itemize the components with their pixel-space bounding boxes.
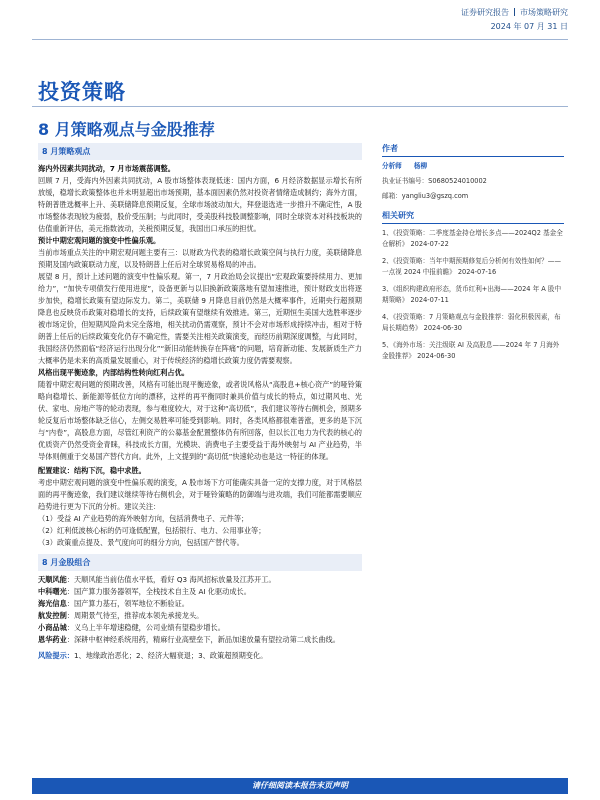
recommendation-3: （3）政策重点提及、景气度向可的细分方向，包括国产替代等。 xyxy=(38,538,244,547)
analyst-line xyxy=(382,161,564,172)
analyst-email: 邮箱：yangliu3@gszq.com xyxy=(382,192,469,200)
stock-name: 中科曙光 xyxy=(38,587,67,596)
report-date: 2024 年 07 月 31 日 xyxy=(490,22,568,31)
stock-list xyxy=(38,574,362,646)
stock-item: 恩华药业：深耕中枢神经系统用药，精麻行业高壁垒下，新品加速放量有望拉动第二成长曲线。 xyxy=(38,635,340,644)
related-item[interactable] xyxy=(382,312,564,334)
report-type: 证券研究报告 xyxy=(461,8,509,17)
section-heading-strategy: 8 月策略观点 xyxy=(38,143,362,160)
section-heading-stocks: 8 月金股组合 xyxy=(38,554,362,571)
sidebar xyxy=(382,143,564,368)
risk-text: 1、地缘政治恶化；2、经济大幅衰退；3、政策超预期变化。 xyxy=(73,651,268,660)
stock-item: 海光信息：国产算力基石，领军地位不断验证。 xyxy=(38,599,189,608)
stock-desc: 周期景气待至，推荐成本领先承接龙头。 xyxy=(73,611,204,620)
related-title: 4、《投资策略：7 月策略观点与金股推荐：弱化积极因素，布局长期趋势》 xyxy=(382,313,561,332)
stock-item: 航发控制：周期景气待至，推荐成本领先承接龙头。 xyxy=(38,611,204,620)
related-item[interactable] xyxy=(382,340,564,362)
header-rule xyxy=(32,39,568,40)
stock-desc: 天顺风能当前估值水平低，看好 Q3 海风招标放量及江苏开工。 xyxy=(73,575,276,584)
stock-item: 中科曙光：国产算力服务器领军，全栈技术自主及 AI 化驱动成长。 xyxy=(38,587,251,596)
related-title: 1、《投资策略：二季度基金持仓增长多点——2024Q2 基金全仓解析》 xyxy=(382,229,563,248)
stock-desc: 深耕中枢神经系统用药，精麻行业高壁垒下，新品加速放量有望拉动第二成长曲线。 xyxy=(73,635,340,644)
related-title: 3、《组织构建政府形态，货币红利+出海——2024 年 A 股中期策略》 xyxy=(382,285,562,304)
brand-title: 投资策略 xyxy=(38,80,126,104)
related-date: 2024-06-30 xyxy=(423,324,462,332)
brand-rule xyxy=(32,106,568,107)
paragraph-outlook: 展望 8 月，预计上述问题的演变中性偏乐观。第一，7 月政治局会议提出“宏观政策要持续用力、更加给力”，“加快专项债发行使用进度”，设备更新与以旧换新政策落地有望加速推进，预计财政支出将逐步加快，稳增长政策有望边际发力。第二，美联储 9 月降息目前仍然是大概率事件，近期央行超预期降息也反映货币政策对稳增长的支持，后续政策有望继续有效推进。第三，近期恒生美国大选胜率逐步被市场定价，但短期风险尚未完全落地，相关扰动仍需观察，预计不会对市场形成持续冲击，相对于特朗普上任后的后续政策变化仍存不确定性，需要关注相关政策演变，而经历前期深度调整，与此同时，我国经济仍然面临“经济运行出现分化”“新旧动能转换存在阵痛”的问题，培育新动能、发展新质生产力大概率仍是未来的高质量发展重心，对于传统经济的稳增长政策力度仍需要观察。 xyxy=(38,272,362,365)
report-section: 市场策略研究 xyxy=(520,8,568,17)
stock-name: 海光信息 xyxy=(38,599,67,608)
header-divider xyxy=(514,8,515,16)
stock-name: 航发控制 xyxy=(38,611,67,620)
related-item[interactable] xyxy=(382,228,564,250)
related-heading: 相关研究 xyxy=(382,210,564,224)
stock-item: 天顺风能：天顺风能当前估值水平低，看好 Q3 海风招标放量及江苏开工。 xyxy=(38,575,276,584)
license-number: 执业证书编号：S0680524010002 xyxy=(382,177,487,185)
related-item[interactable] xyxy=(382,284,564,306)
related-date: 2024-07-16 xyxy=(457,268,497,276)
risk-label: 风险提示： xyxy=(38,651,74,660)
footer-disclaimer: 请仔细阅读本报告末页声明 xyxy=(252,781,348,790)
paragraph-review: 回顾 7 月，受海内外因素共同扰动，A 股市场整体表现低迷：国内方面，6 月经济数据显示增长有所放缓，稳增长政策整体也并未明显超出市场预期，基本面因素仍然对投资者情绪造成制约；海外方面，特朗普胜选概率上升、美联储降息预期反复，全球市场波动加大，拜登退选进一步推升不确定性，A 股市场整体表现较为疲弱，股价受压制；与此同时，受美股科技股调整影响，同时全球资本对科技板块的估值重新评估，美元指数波动，关税预期反复，我国出口承压的担忧。 xyxy=(38,176,362,233)
paragraph-allocation: 考虑中期宏观问题的演变中性偏乐观的演变，A 股市场下方可能确实具备一定的支撑力度，对于风格层面的再平衡迹象，我们建议继续等待右侧机会，对于哑铃策略的防御端与进攻端，我们可能都需要顺应趋势进行更为下沉的分析。建议关注： xyxy=(38,478,362,511)
related-title: 5、《海外市场：关注级联 AI 及高股息——2024 年 7 月海外金股推荐》 xyxy=(382,341,560,360)
page-title: 8 月策略观点与金股推荐 xyxy=(38,120,215,139)
paragraph-style: 随着中期宏观问题的预期改善，风格有可能出现平衡迹象，或者说风格从“高股息+核心资产”的哑铃策略向稳增长、新能源等低位方向的漂移，这样的再平衡同时兼具价值与成长的特点，如过期风电、光伏、家电、房地产等的轮动表现，参与难度较大，对于这种“高切低”，我们建议等待右侧机会，预期多轮反复后市场整体缺乏信心，左侧交易胜率可能受到影响。同时，各类风格都很难普涨，更多的是下沉与“内卷”，高股息方面，尽管红利资产的公募基金配置整体仍有所回落，但以长江电力为代表的核心的优质资产仍然受资金青睐，科技成长方面，光模块、消费电子主要受益于海外映射与 AI 产业趋势，半导体则侧重于交易国产替代方向。此外，上文提到的“高切低”快速轮动也是这一特征的体现。 xyxy=(38,380,362,461)
related-item[interactable] xyxy=(382,256,564,278)
paragraph-macro-issues: 当前市场重点关注的中期宏观问题主要有三：以财政为代表的稳增长政策空间与执行力度，美联储降息预期及国内政策联动力度，以及特朗普上任后对全球贸易格局的冲击。 xyxy=(38,248,362,269)
related-date: 2024-07-22 xyxy=(410,240,449,248)
stock-desc: 国产算力服务器领军，全栈技术自主及 AI 化驱动成长。 xyxy=(73,587,251,596)
stock-name: 小商品城 xyxy=(38,623,67,632)
recommendation-1: （1）受益 AI 产业趋势的海外映射方向，包括消费电子、元件等； xyxy=(38,514,249,523)
author-heading: 作者 xyxy=(382,143,564,157)
risk-warning xyxy=(38,650,362,662)
analyst-label: 分析师 xyxy=(382,162,402,170)
recommendation-2: （2）红利低波核心标的仍可逢低配置，包括银行、电力、公用事业等； xyxy=(38,526,266,535)
stock-desc: 国产算力基石，领军地位不断验证。 xyxy=(73,599,189,608)
report-header xyxy=(461,6,568,34)
stock-item: 小商品城：义乌上半年增速稳健，公司业绩有望稳步增长。 xyxy=(38,623,225,632)
related-date: 2024-06-30 xyxy=(417,352,456,360)
stock-desc: 义乌上半年增速稳健，公司业绩有望稳步增长。 xyxy=(73,623,225,632)
subheading-macro: 预计中期宏观问题的演变中性偏乐观。 xyxy=(38,236,161,245)
lead-sentence: 海内外因素共同扰动，7 月市场震荡调整。 xyxy=(38,164,175,173)
analyst-name: 杨柳 xyxy=(413,162,428,170)
related-date: 2024-07-11 xyxy=(410,296,449,304)
main-content xyxy=(38,143,362,662)
stock-name: 天顺风能 xyxy=(38,575,67,584)
stock-name: 恩华药业 xyxy=(38,635,67,644)
subheading-allocation: 配置建议：结构下沉，稳中求胜。 xyxy=(38,466,146,475)
related-title: 2、《投资策略：当年中期预期修复后分析何有效性如何？——一点视 2024 中报前瞻》 xyxy=(382,257,561,276)
subheading-style: 风格出现平衡迹象，内部结构性转向红利占优。 xyxy=(38,368,189,377)
